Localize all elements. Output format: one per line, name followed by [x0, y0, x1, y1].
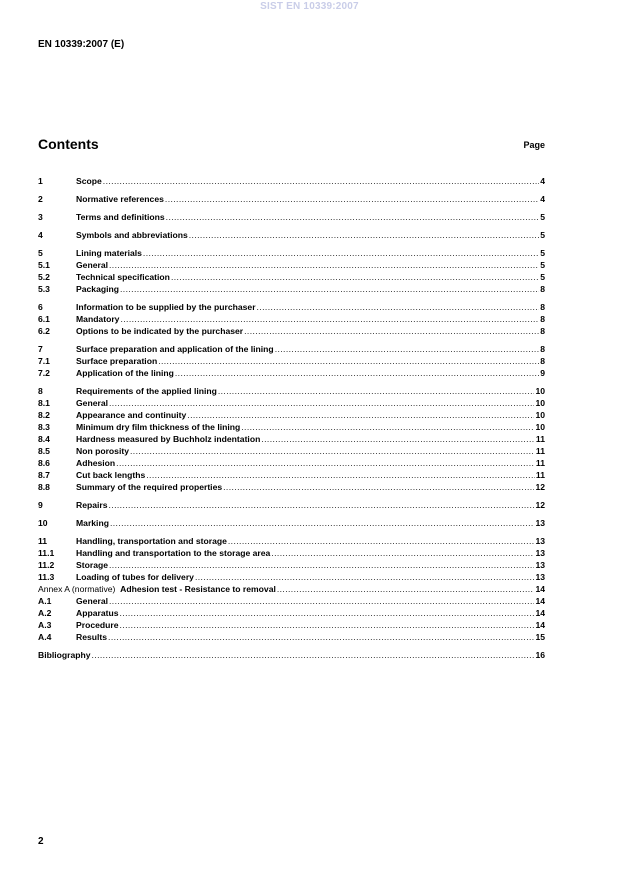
toc-entry-page: 14: [535, 608, 545, 618]
toc-entry[interactable]: [38, 457, 545, 469]
toc-entry[interactable]: [38, 499, 545, 511]
toc-entry-number: 6.1: [38, 314, 50, 324]
toc-entry[interactable]: [38, 595, 545, 607]
toc-entry[interactable]: [38, 409, 545, 421]
toc-entry[interactable]: [38, 631, 545, 643]
toc-entry-page: 11: [535, 434, 545, 444]
watermark: SIST EN 10339:2007: [260, 1, 359, 12]
dot-leader: [277, 583, 535, 595]
toc-entry-title: General: [76, 596, 109, 606]
dot-leader: [109, 559, 534, 571]
toc-entry-page: 16: [535, 650, 545, 660]
dot-leader: [275, 343, 540, 355]
dot-leader: [120, 313, 539, 325]
toc-entry-number: 11.1: [38, 548, 55, 558]
toc-entry-number: 1: [38, 176, 43, 186]
toc-entry-number: 3: [38, 212, 43, 222]
toc-entry-title: Minimum dry film thickness of the lining: [76, 422, 241, 432]
dot-leader: [223, 481, 534, 493]
toc-entry-number: 8.7: [38, 470, 50, 480]
toc-entry-title: Loading of tubes for delivery: [76, 572, 194, 582]
toc-entry-page: 13: [535, 518, 545, 528]
toc-entry-number: 11: [38, 536, 48, 546]
toc-entry-number: 7.2: [38, 368, 50, 378]
dot-leader: [158, 355, 539, 367]
toc-entry-title: Results: [76, 632, 108, 642]
toc-entry[interactable]: [38, 433, 545, 445]
toc-entry-page: 13: [535, 560, 545, 570]
dot-leader: [189, 229, 539, 241]
toc-entry-page: 8: [540, 314, 545, 324]
toc-entry-page: 5: [540, 212, 545, 222]
toc-entry-page: 5: [540, 272, 545, 282]
toc-entry[interactable]: [38, 421, 545, 433]
toc-entry[interactable]: [38, 325, 545, 337]
toc-entry-number: A.3: [38, 620, 52, 630]
toc-entry-title: Information to be supplied by the purchaser: [76, 302, 256, 312]
dot-leader: [146, 469, 535, 481]
toc-entry-page: 8: [540, 344, 545, 354]
toc-entry-number: 8.3: [38, 422, 50, 432]
toc-entry-title: General: [76, 260, 109, 270]
toc-entry-page: 10: [535, 386, 545, 396]
toc-entry-title: Adhesion test - Resistance to removal: [120, 584, 276, 594]
toc-entry-page: 15: [535, 632, 545, 642]
toc-entry[interactable]: [38, 271, 545, 283]
toc-entry-title: Terms and definitions: [76, 212, 165, 222]
dot-leader: [244, 325, 539, 337]
toc-entry-title: General: [76, 398, 109, 408]
toc-entry-title: Normative references: [76, 194, 164, 204]
dot-leader: [228, 535, 535, 547]
toc-entry-number: 2: [38, 194, 43, 204]
toc-entry-number: 5.2: [38, 272, 50, 282]
toc-entry[interactable]: [38, 313, 545, 325]
toc-entry-number: 8.4: [38, 434, 50, 444]
toc-entry-number: A.1: [38, 596, 52, 606]
document-id: EN 10339:2007 (E): [38, 39, 125, 50]
toc-entry-title: Symbols and abbreviations: [76, 230, 188, 240]
toc-entry-page: 11: [535, 470, 545, 480]
dot-leader: [166, 211, 540, 223]
toc-entry-title: Surface preparation and application of the lining: [76, 344, 274, 354]
toc-entry-number: 8.6: [38, 458, 50, 468]
toc-entry-page: 10: [535, 422, 545, 432]
dot-leader: [108, 631, 534, 643]
toc-entry-title: Marking: [76, 518, 109, 528]
toc-entry-title: Bibliography: [38, 650, 91, 660]
dot-leader: [195, 571, 535, 583]
dot-leader: [218, 385, 535, 397]
toc-entry[interactable]: [38, 367, 545, 379]
dot-leader: [241, 421, 534, 433]
toc-entry-number: 8: [38, 386, 43, 396]
toc-entry-page: 12: [535, 500, 545, 510]
toc-entry-page: 9: [540, 368, 545, 378]
toc-entry-page: 13: [535, 548, 545, 558]
toc-entry-title: Cut back lengths: [76, 470, 146, 480]
dot-leader: [92, 649, 535, 661]
toc-entry-number: 4: [38, 230, 43, 240]
page-column-label: Page: [523, 140, 545, 150]
toc-entry-page: 14: [535, 584, 545, 594]
toc-entry-title: Non porosity: [76, 446, 129, 456]
toc-entry-page: 5: [540, 248, 545, 258]
toc-entry-number: A.4: [38, 632, 52, 642]
toc-entry-title: Hardness measured by Buchholz indentation: [76, 434, 261, 444]
toc-entry-page: 4: [540, 176, 545, 186]
toc-entry-title: Packaging: [76, 284, 119, 294]
dot-leader: [120, 283, 539, 295]
toc-entry-page: 8: [540, 302, 545, 312]
toc-entry-title: Surface preparation: [76, 356, 158, 366]
toc-entry-number: 8.5: [38, 446, 50, 456]
dot-leader: [109, 595, 534, 607]
toc-entry[interactable]: [38, 343, 545, 355]
toc-entry[interactable]: [38, 355, 545, 367]
toc-entry-number: 10: [38, 518, 48, 528]
toc-entry-number: 7.1: [38, 356, 50, 366]
dot-leader: [143, 247, 539, 259]
toc-entry-page: 5: [540, 230, 545, 240]
toc-entry-title: Procedure: [76, 620, 119, 630]
toc-entry-page: 13: [535, 536, 545, 546]
toc-entry[interactable]: [38, 175, 545, 187]
toc-entry-title: Storage: [76, 560, 108, 570]
toc-entry-title: Requirements of the applied lining: [76, 386, 217, 396]
dot-leader: [109, 397, 534, 409]
toc-entry-title: Summary of the required properties: [76, 482, 223, 492]
toc-entry-number: 11.2: [38, 560, 55, 570]
toc-entry-page: 8: [540, 356, 545, 366]
toc-entry-page: 12: [535, 482, 545, 492]
toc-entry-annex[interactable]: [38, 583, 545, 595]
toc-entry-page: 10: [535, 398, 545, 408]
toc-entry[interactable]: [38, 283, 545, 295]
toc-entry-title: Adhesion: [76, 458, 116, 468]
dot-leader: [171, 271, 539, 283]
page-number: 2: [38, 836, 44, 847]
toc-entry-title: Scope: [76, 176, 102, 186]
table-of-contents: [38, 175, 545, 661]
toc-entry-title: Handling and transportation to the storage area: [76, 548, 271, 558]
toc-entry[interactable]: [38, 547, 545, 559]
dot-leader: [103, 175, 539, 187]
toc-entry-number: 6: [38, 302, 43, 312]
dot-leader: [271, 547, 534, 559]
toc-entry-number: 5: [38, 248, 43, 258]
dot-leader: [187, 409, 534, 421]
toc-entry-number: 9: [38, 500, 43, 510]
toc-entry[interactable]: [38, 535, 545, 547]
dot-leader: [120, 619, 535, 631]
toc-entry[interactable]: [38, 481, 545, 493]
dot-leader: [165, 193, 539, 205]
toc-entry-page: 11: [535, 458, 545, 468]
toc-entry-number: 6.2: [38, 326, 50, 336]
dot-leader: [116, 457, 535, 469]
toc-entry-page: 14: [535, 620, 545, 630]
dot-leader: [261, 433, 535, 445]
toc-entry-page: 5: [540, 260, 545, 270]
toc-entry-page: 14: [535, 596, 545, 606]
dot-leader: [130, 445, 535, 457]
toc-entry[interactable]: [38, 607, 545, 619]
toc-entry-page: 8: [540, 326, 545, 336]
toc-entry[interactable]: [38, 247, 545, 259]
dot-leader: [109, 499, 535, 511]
page-title: Contents: [38, 136, 99, 152]
toc-entry-title: Repairs: [76, 500, 108, 510]
toc-entry[interactable]: [38, 571, 545, 583]
toc-entry[interactable]: [38, 385, 545, 397]
toc-entry-page: 10: [535, 410, 545, 420]
toc-entry-page: 4: [540, 194, 545, 204]
toc-entry[interactable]: [38, 211, 545, 223]
toc-entry-number: 5.3: [38, 284, 50, 294]
toc-entry-title: Handling, transportation and storage: [76, 536, 227, 546]
toc-entry[interactable]: [38, 193, 545, 205]
toc-entry[interactable]: [38, 559, 545, 571]
toc-entry-title: Technical specification: [76, 272, 170, 282]
toc-entry-number: 8.1: [38, 398, 50, 408]
dot-leader: [109, 259, 539, 271]
toc-entry-title: Mandatory: [76, 314, 120, 324]
toc-entry[interactable]: [38, 229, 545, 241]
toc-entry-title: Lining materials: [76, 248, 142, 258]
toc-entry[interactable]: [38, 619, 545, 631]
toc-entry[interactable]: [38, 301, 545, 313]
toc-entry-number: A.2: [38, 608, 52, 618]
toc-entry-page: 11: [535, 446, 545, 456]
toc-entry-number: 5.1: [38, 260, 50, 270]
dot-leader: [175, 367, 539, 379]
toc-entry[interactable]: [38, 397, 545, 409]
dot-leader: [257, 301, 540, 313]
toc-entry-title: Application of the lining: [76, 368, 174, 378]
toc-entry-bibliography[interactable]: [38, 649, 545, 661]
dot-leader: [110, 517, 534, 529]
toc-entry[interactable]: [38, 469, 545, 481]
toc-entry-number: 7: [38, 344, 43, 354]
toc-entry-title: Options to be indicated by the purchaser: [76, 326, 244, 336]
toc-entry-number: 11.3: [38, 572, 55, 582]
dot-leader: [120, 607, 535, 619]
toc-entry[interactable]: [38, 259, 545, 271]
toc-entry-title: Apparatus: [76, 608, 119, 618]
toc-entry[interactable]: [38, 445, 545, 457]
annex-prefix: Annex A (normative): [38, 584, 116, 594]
toc-entry[interactable]: [38, 517, 545, 529]
toc-entry-number: 8.2: [38, 410, 50, 420]
toc-entry-page: 13: [535, 572, 545, 582]
toc-entry-title: Appearance and continuity: [76, 410, 187, 420]
toc-entry-number: 8.8: [38, 482, 50, 492]
toc-entry-page: 8: [540, 284, 545, 294]
